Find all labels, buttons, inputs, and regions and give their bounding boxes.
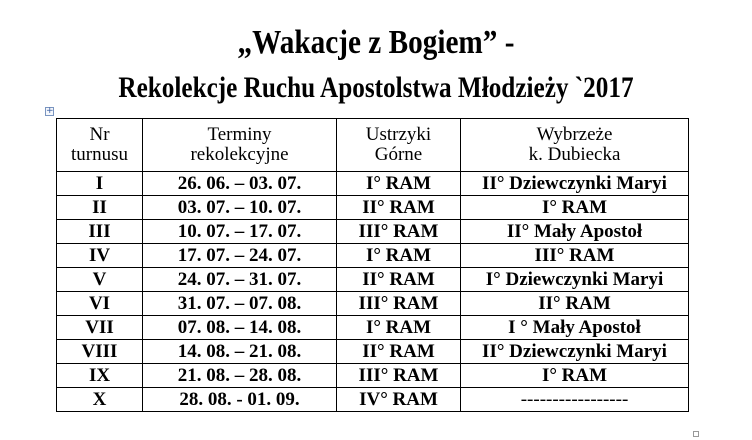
table-row bbox=[57, 220, 689, 244]
cell-nr: I bbox=[57, 172, 143, 196]
table-row bbox=[57, 172, 689, 196]
cell-nr: VII bbox=[57, 316, 143, 340]
cell-ustrzyki: II° RAM bbox=[337, 340, 461, 364]
cell-dates: 21. 08. – 28. 08. bbox=[143, 364, 337, 388]
cell-wybrzeze: I° RAM bbox=[461, 196, 689, 220]
cell-wybrzeze: ----------------- bbox=[461, 388, 689, 412]
table-row bbox=[57, 316, 689, 340]
cell-wybrzeze: I° Dziewczynki Maryi bbox=[461, 268, 689, 292]
cell-ustrzyki: I° RAM bbox=[337, 172, 461, 196]
cell-dates: 14. 08. – 21. 08. bbox=[143, 340, 337, 364]
cell-ustrzyki: III° RAM bbox=[337, 292, 461, 316]
schedule-table bbox=[56, 118, 689, 412]
table-row bbox=[57, 364, 689, 388]
cell-dates: 03. 07. – 10. 07. bbox=[143, 196, 337, 220]
table-row bbox=[57, 292, 689, 316]
table-header-row bbox=[57, 119, 689, 172]
table-row bbox=[57, 244, 689, 268]
cell-nr: VI bbox=[57, 292, 143, 316]
cell-wybrzeze: I ° Mały Apostoł bbox=[461, 316, 689, 340]
cell-dates: 10. 07. – 17. 07. bbox=[143, 220, 337, 244]
cell-ustrzyki: III° RAM bbox=[337, 364, 461, 388]
header-wybrzeze: Wybrzeże k. Dubiecka bbox=[461, 119, 689, 172]
cell-nr: VIII bbox=[57, 340, 143, 364]
cell-nr: IX bbox=[57, 364, 143, 388]
cell-dates: 24. 07. – 31. 07. bbox=[143, 268, 337, 292]
cell-ustrzyki[interactable]: II° RAM bbox=[337, 268, 461, 292]
header-ustrzyki: Ustrzyki Górne bbox=[337, 119, 461, 172]
cell-ustrzyki: IV° RAM bbox=[337, 388, 461, 412]
cell-wybrzeze: I° RAM bbox=[461, 364, 689, 388]
cell-ustrzyki: I° RAM bbox=[337, 316, 461, 340]
header-nr: Nr turnusu bbox=[57, 119, 143, 172]
cell-dates: 17. 07. – 24. 07. bbox=[143, 244, 337, 268]
cell-dates: 07. 08. – 14. 08. bbox=[143, 316, 337, 340]
table-row bbox=[57, 388, 689, 412]
cell-ustrzyki: II° RAM bbox=[337, 196, 461, 220]
page-subtitle: Rekolekcje Ruchu Apostolstwa Młodzieży `2017 bbox=[118, 71, 634, 104]
table-move-handle-icon[interactable]: + bbox=[46, 106, 54, 116]
cell-nr: V bbox=[57, 268, 143, 292]
cell-wybrzeze: III° RAM bbox=[461, 244, 689, 268]
cell-ustrzyki: III° RAM bbox=[337, 220, 461, 244]
cell-nr: III bbox=[57, 220, 143, 244]
table-resize-handle-icon[interactable] bbox=[693, 431, 699, 437]
cell-wybrzeze: II° Dziewczynki Maryi bbox=[461, 172, 689, 196]
cell-dates: 28. 08. - 01. 09. bbox=[143, 388, 337, 412]
cell-wybrzeze: II° Dziewczynki Maryi bbox=[461, 340, 689, 364]
cell-ustrzyki: I° RAM bbox=[337, 244, 461, 268]
cell-dates: 26. 06. – 03. 07. bbox=[143, 172, 337, 196]
cell-dates: 31. 07. – 07. 08. bbox=[143, 292, 337, 316]
cell-wybrzeze: II° Mały Apostoł bbox=[461, 220, 689, 244]
cell-nr: IV bbox=[57, 244, 143, 268]
cell-wybrzeze: II° RAM bbox=[461, 292, 689, 316]
cell-nr: X bbox=[57, 388, 143, 412]
table-row bbox=[57, 268, 689, 292]
table-row bbox=[57, 340, 689, 364]
page-title: „Wakacje z Bogiem” - bbox=[237, 24, 515, 61]
header-terminy: Terminy rekolekcyjne bbox=[143, 119, 337, 172]
table-row bbox=[57, 196, 689, 220]
cell-nr: II bbox=[57, 196, 143, 220]
